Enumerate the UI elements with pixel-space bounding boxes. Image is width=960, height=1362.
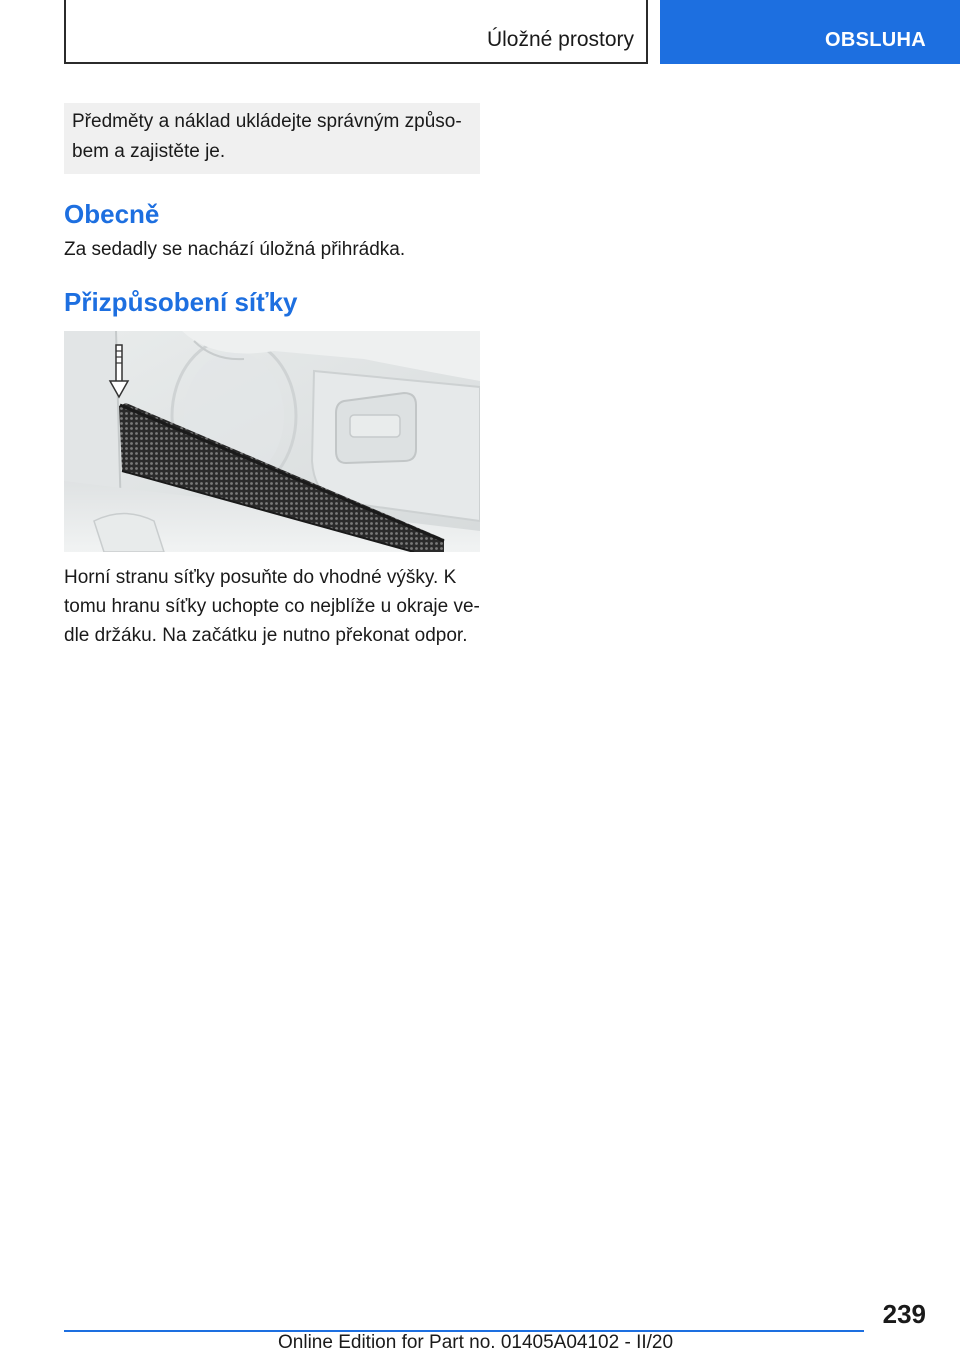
chapter-label: OBSLUHA bbox=[825, 29, 926, 51]
notice-line-1: Předměty a náklad ukládejte správným způso- bbox=[72, 111, 462, 132]
page-number: 239 bbox=[882, 1299, 926, 1329]
paragraph-net-adjustment bbox=[64, 563, 484, 650]
heading-general: Obecně bbox=[64, 199, 160, 229]
paragraph-general: Za sedadly se nachází úložná přihrádka. bbox=[64, 239, 406, 260]
net-text-line-1: Horní stranu síťky posuňte do vhodné výšky. K bbox=[64, 567, 457, 588]
section-title: Úložné prostory bbox=[486, 28, 634, 51]
chapter-tab[interactable] bbox=[660, 0, 960, 64]
heading-net-adjustment: Přizpůsobení síťky bbox=[64, 287, 298, 317]
net-text-line-2: tomu hranu síťky uchopte co nejblíže u okraje ve- bbox=[64, 596, 480, 617]
edition-note: Online Edition for Part no. 01405A04102 - II/20 bbox=[278, 1332, 674, 1353]
header-section-box bbox=[64, 0, 648, 64]
net-text-line-3: dle držáku. Na začátku je nutno překonat odpor. bbox=[64, 625, 468, 646]
cargo-net-photo bbox=[64, 331, 480, 552]
notice-line-2: bem a zajistěte je. bbox=[72, 141, 226, 162]
notice-box bbox=[64, 103, 480, 174]
